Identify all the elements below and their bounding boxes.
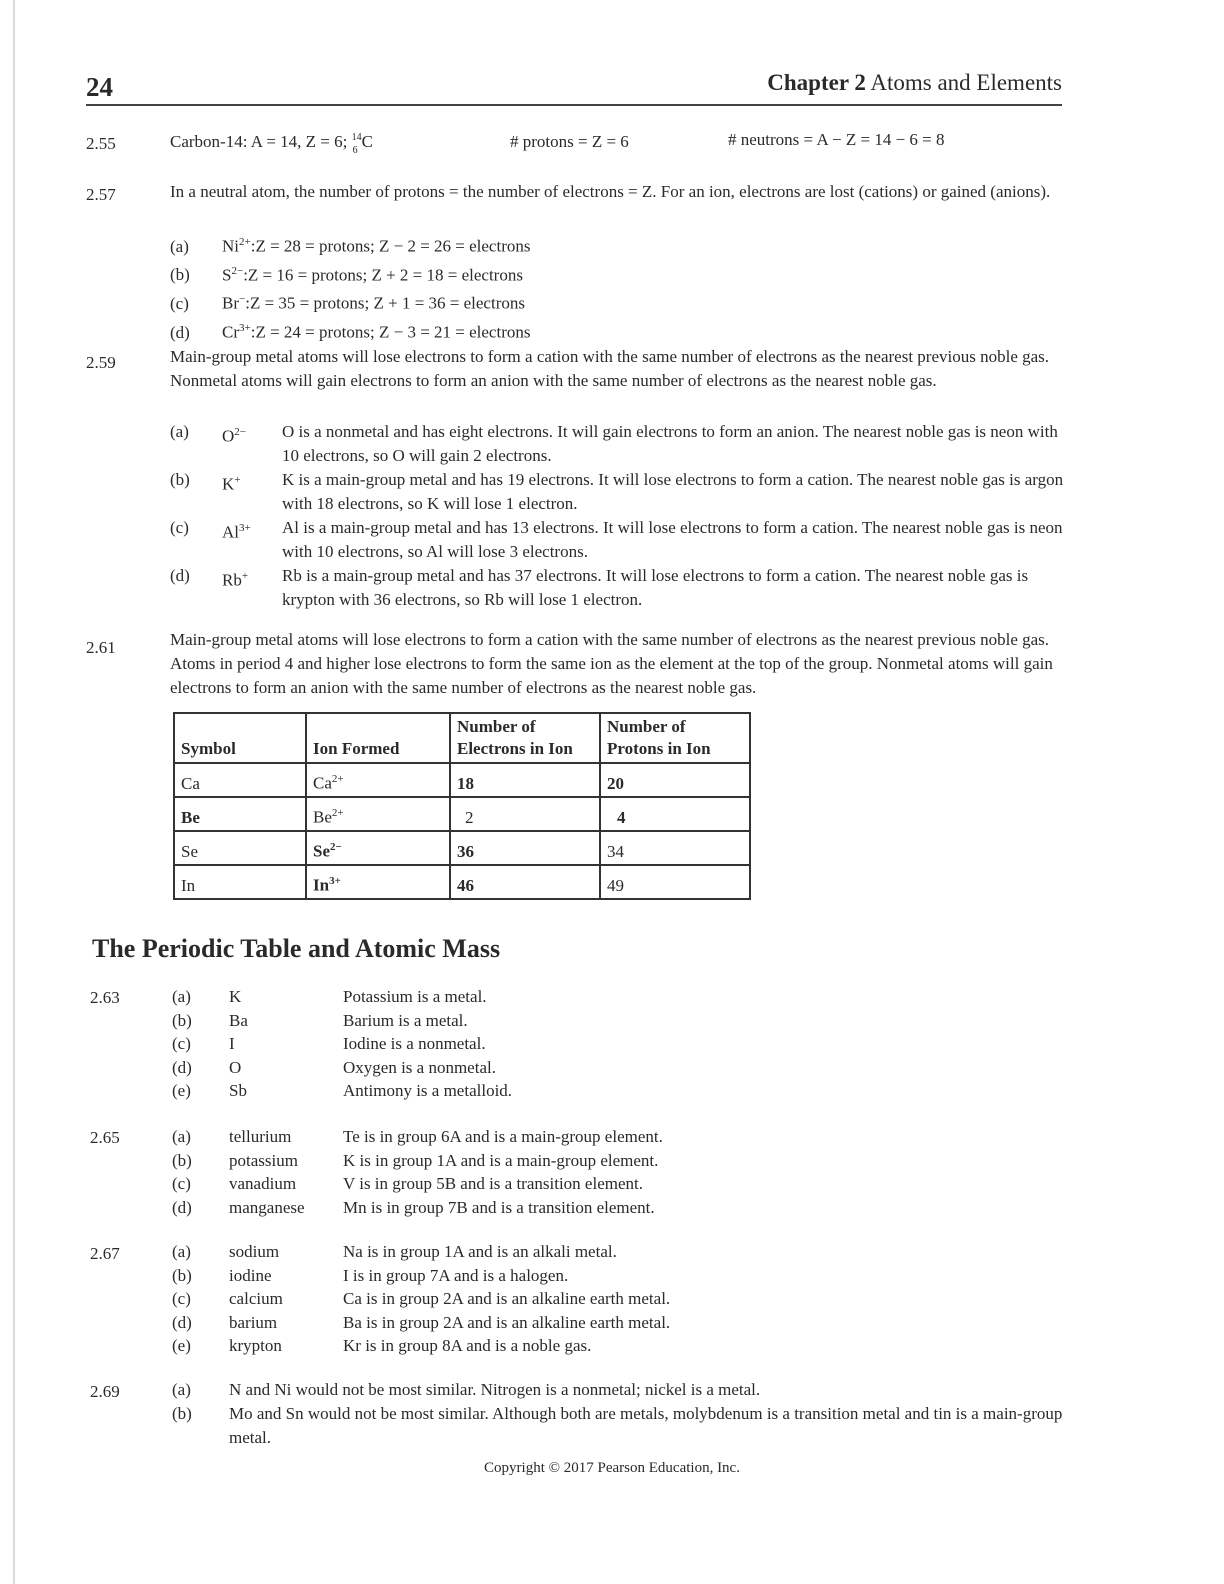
header-electrons: Number of Electrons in Ion bbox=[450, 713, 600, 763]
problem-2-61-intro: Main-group metal atoms will lose electrons to form a cation with the same number of electrons as the nearest previous noble gas. Atoms in period 4 and higher lose electrons to form the same ion as the element at the top of the group. Nonmetal atoms will gain electrons to form an anion with the same number of electrons as the nearest noble gas. bbox=[170, 630, 1053, 697]
item-text: Antimony is a metalloid. bbox=[343, 1081, 513, 1100]
item-label: (c) bbox=[172, 1174, 191, 1193]
problem-2-67-list bbox=[172, 1240, 670, 1358]
problem-2-59-intro: Main-group metal atoms will lose electrons to form a cation with the same number of electrons as the nearest previous noble gas. Nonmetal atoms will gain electrons to form an anion with the same number of electrons as the nearest noble gas. bbox=[170, 347, 1050, 390]
list-item bbox=[172, 1402, 1072, 1450]
item-label: (b) bbox=[172, 1265, 192, 1285]
item-label: (a) bbox=[172, 1380, 191, 1399]
item-text: I is in group 7A and is a halogen. bbox=[343, 1265, 569, 1285]
item-label: (c) bbox=[172, 1289, 191, 1308]
ion-element: O bbox=[222, 426, 235, 446]
problem-number: 2.63 bbox=[90, 988, 120, 1007]
problem-2-57-intro: In a neutral atom, the number of protons = the number of electrons = Z. For an ion, electrons are lost (cations) or gained (anions). bbox=[170, 182, 1051, 201]
page-number: 24 bbox=[86, 72, 113, 102]
cell-ion bbox=[306, 797, 450, 831]
problem-2-63-list bbox=[172, 985, 512, 1103]
list-item bbox=[170, 468, 1065, 516]
item-label: (a) bbox=[170, 236, 189, 256]
item-text: Mo and Sn would not be most similar. Although both are metals, molybdenum is a transition metal and tin is a main-group metal. bbox=[229, 1404, 1063, 1447]
item-text: Oxygen is a nonmetal. bbox=[343, 1057, 496, 1077]
problem-number: 2.65 bbox=[90, 1128, 120, 1147]
list-item bbox=[170, 420, 1065, 468]
item-element: Ba bbox=[229, 1010, 248, 1030]
ion-element: Al bbox=[222, 522, 239, 542]
item-label: (a) bbox=[172, 1242, 191, 1261]
table-row bbox=[174, 831, 750, 865]
list-item bbox=[170, 316, 870, 345]
item-text: :Z = 35 = protons; Z + 1 = 36 = electrons bbox=[245, 293, 525, 313]
ion-charge: 2− bbox=[330, 841, 342, 854]
problem-2-59-list bbox=[170, 420, 1065, 612]
item-label: (d) bbox=[172, 1057, 192, 1077]
item-text: Mn is in group 7B and is a transition element. bbox=[343, 1197, 655, 1217]
ion-charge: 2+ bbox=[239, 236, 251, 248]
table-row bbox=[174, 865, 750, 899]
item-text: :Z = 16 = protons; Z + 2 = 18 = electrons bbox=[243, 265, 523, 285]
item-label: (a) bbox=[172, 1127, 191, 1146]
problem-2-55-text bbox=[170, 130, 373, 154]
list-item bbox=[170, 564, 1065, 612]
item-element: potassium bbox=[229, 1150, 298, 1170]
list-item bbox=[170, 516, 1065, 564]
ion-symbol bbox=[222, 420, 282, 468]
mass-number: 14 bbox=[351, 132, 362, 143]
item-label: (b) bbox=[170, 265, 190, 285]
ion-charge: 2− bbox=[231, 264, 244, 277]
section-heading: The Periodic Table and Atomic Mass bbox=[92, 934, 501, 963]
atomic-number: 6 bbox=[352, 145, 358, 156]
ion-table bbox=[173, 712, 751, 900]
item-text: Kr is in group 8A and is a noble gas. bbox=[343, 1336, 592, 1355]
ion-element: In bbox=[313, 876, 330, 895]
ion-element: Be bbox=[313, 808, 332, 827]
item-label: (b) bbox=[172, 1404, 192, 1423]
item-element: vanadium bbox=[229, 1174, 297, 1193]
item-element: iodine bbox=[229, 1265, 272, 1285]
item-label: (c) bbox=[170, 518, 189, 537]
item-text: V is in group 5B and is a transition element. bbox=[343, 1174, 643, 1193]
cell-symbol: Se bbox=[174, 831, 306, 865]
item-text: O is a nonmetal and has eight electrons. It will gain electrons to form an anion. The nearest noble gas is neon with 10 electrons, so O will gain 2 electrons. bbox=[282, 422, 1058, 465]
ion-symbol: Br bbox=[222, 293, 239, 313]
item-element: I bbox=[229, 1034, 235, 1053]
isotope-symbol: C bbox=[361, 132, 373, 151]
item-label: (a) bbox=[170, 422, 189, 441]
ion-charge: 2+ bbox=[331, 807, 344, 820]
cell-ion bbox=[306, 865, 450, 899]
chapter-title: Atoms and Elements bbox=[870, 70, 1062, 95]
item-text: N and Ni would not be most similar. Nitrogen is a nonmetal; nickel is a metal. bbox=[229, 1380, 761, 1399]
item-label: (a) bbox=[172, 987, 191, 1006]
problem-2-65-list bbox=[172, 1125, 663, 1219]
item-text: Ba is in group 2A and is an alkaline earth metal. bbox=[343, 1312, 671, 1332]
item-element: O bbox=[229, 1057, 242, 1077]
ion-charge: − bbox=[239, 293, 246, 306]
cell-ion bbox=[306, 763, 450, 797]
item-text: Ca is in group 2A and is an alkaline earth metal. bbox=[343, 1289, 671, 1308]
ion-symbol bbox=[222, 468, 282, 516]
item-element: barium bbox=[229, 1312, 278, 1332]
item-text: Potassium is a metal. bbox=[343, 987, 487, 1006]
cell-protons: 34 bbox=[600, 831, 750, 865]
item-element: Sb bbox=[229, 1081, 247, 1100]
item-label: (e) bbox=[172, 1081, 191, 1100]
ion-element: Ca bbox=[313, 774, 332, 793]
list-item bbox=[170, 259, 870, 288]
list-item bbox=[170, 230, 870, 259]
problem-number: 2.61 bbox=[86, 638, 116, 657]
item-text: :Z = 28 = protons; Z − 2 = 26 = electrons bbox=[250, 236, 531, 256]
ion-symbol: Cr bbox=[222, 322, 239, 342]
isotope-notation bbox=[351, 132, 362, 156]
item-text: :Z = 24 = protons; Z − 3 = 21 = electrons bbox=[250, 322, 531, 342]
list-item bbox=[172, 1378, 1072, 1402]
chapter-label: Chapter 2 bbox=[767, 70, 866, 95]
header-protons: Number of Protons in Ion bbox=[600, 713, 750, 763]
item-element: krypton bbox=[229, 1336, 282, 1355]
problem-number: 2.69 bbox=[90, 1382, 120, 1401]
cell-ion bbox=[306, 831, 450, 865]
item-label: (c) bbox=[170, 293, 189, 313]
ion-charge: 2− bbox=[234, 426, 246, 438]
problem-2-69-list bbox=[172, 1378, 1072, 1450]
problem-number: 2.55 bbox=[86, 134, 116, 153]
item-text: Barium is a metal. bbox=[343, 1010, 468, 1030]
ion-charge: 2+ bbox=[331, 773, 344, 786]
item-label: (e) bbox=[172, 1336, 191, 1355]
item-text: Iodine is a nonmetal. bbox=[343, 1034, 486, 1053]
item-text: K is a main-group metal and has 19 electrons. It will lose electrons to form a cation. The nearest noble gas is argon with 18 electrons, so K will lose 1 electron. bbox=[282, 470, 1064, 513]
ion-symbol bbox=[222, 564, 282, 612]
header-rule bbox=[86, 104, 1062, 106]
item-element: K bbox=[229, 987, 242, 1006]
cell-electrons: 18 bbox=[450, 763, 600, 797]
ion-symbol bbox=[222, 516, 282, 564]
item-label: (d) bbox=[170, 566, 190, 585]
item-label: (d) bbox=[172, 1197, 192, 1217]
cell-symbol: Ca bbox=[174, 763, 306, 797]
copyright-footer: Copyright © 2017 Pearson Education, Inc. bbox=[484, 1460, 740, 1476]
cell-symbol: In bbox=[174, 865, 306, 899]
ion-symbol: Ni bbox=[222, 236, 239, 256]
cell-electrons: 36 bbox=[450, 831, 600, 865]
chapter-heading bbox=[767, 70, 1062, 96]
item-label: (d) bbox=[172, 1312, 192, 1332]
item-text: Rb is a main-group metal and has 37 electrons. It will lose electrons to form a cation. The nearest noble gas is krypton with 36 electrons, so Rb will lose 1 electron. bbox=[282, 566, 1029, 609]
ion-charge: 3+ bbox=[239, 321, 251, 334]
cell-protons: 49 bbox=[600, 865, 750, 899]
cell-protons: 20 bbox=[600, 763, 750, 797]
item-text: K is in group 1A and is a main-group element. bbox=[343, 1150, 659, 1170]
protons-formula: # protons = Z = 6 bbox=[510, 132, 629, 151]
cell-protons: 4 bbox=[600, 797, 750, 831]
item-text: Te is in group 6A and is a main-group element. bbox=[343, 1127, 663, 1146]
item-label: (b) bbox=[172, 1010, 192, 1030]
ion-charge: + bbox=[234, 474, 241, 486]
item-label: (c) bbox=[172, 1034, 191, 1053]
item-element: tellurium bbox=[229, 1127, 292, 1146]
neutrons-formula: # neutrons = A − Z = 14 − 6 = 8 bbox=[728, 130, 945, 149]
problem-number: 2.59 bbox=[86, 353, 116, 372]
carbon-14-text: Carbon-14: A = 14, Z = 6; bbox=[170, 132, 352, 151]
item-element: manganese bbox=[229, 1197, 305, 1217]
ion-charge: 3+ bbox=[239, 522, 251, 534]
list-item bbox=[170, 287, 870, 316]
header-symbol: Symbol bbox=[174, 713, 306, 763]
ion-charge: + bbox=[241, 570, 249, 582]
ion-element: Rb bbox=[222, 570, 242, 590]
item-label: (b) bbox=[172, 1150, 192, 1170]
item-element: calcium bbox=[229, 1289, 283, 1308]
item-label: (b) bbox=[170, 470, 190, 489]
problem-number: 2.67 bbox=[90, 1244, 120, 1263]
item-element: sodium bbox=[229, 1242, 280, 1261]
table-row bbox=[174, 763, 750, 797]
table-row bbox=[174, 797, 750, 831]
header-ion-formed: Ion Formed bbox=[306, 713, 450, 763]
item-text: Al is a main-group metal and has 13 electrons. It will lose electrons to form a cation. The nearest noble gas is neon with 10 electrons, so Al will lose 3 electrons. bbox=[282, 518, 1063, 561]
ion-symbol: S bbox=[222, 265, 232, 285]
table-header-row bbox=[174, 713, 750, 763]
ion-element: Se bbox=[313, 842, 330, 861]
item-text: Na is in group 1A and is an alkali metal. bbox=[343, 1242, 617, 1261]
ion-charge: 3+ bbox=[329, 875, 341, 888]
ion-element: K bbox=[222, 474, 235, 494]
cell-symbol: Be bbox=[174, 797, 306, 831]
cell-electrons: 46 bbox=[450, 865, 600, 899]
problem-number: 2.57 bbox=[86, 185, 116, 204]
page-edge bbox=[13, 0, 15, 1584]
cell-electrons: 2 bbox=[450, 797, 600, 831]
item-label: (d) bbox=[170, 322, 190, 342]
problem-2-57-list bbox=[170, 230, 870, 345]
